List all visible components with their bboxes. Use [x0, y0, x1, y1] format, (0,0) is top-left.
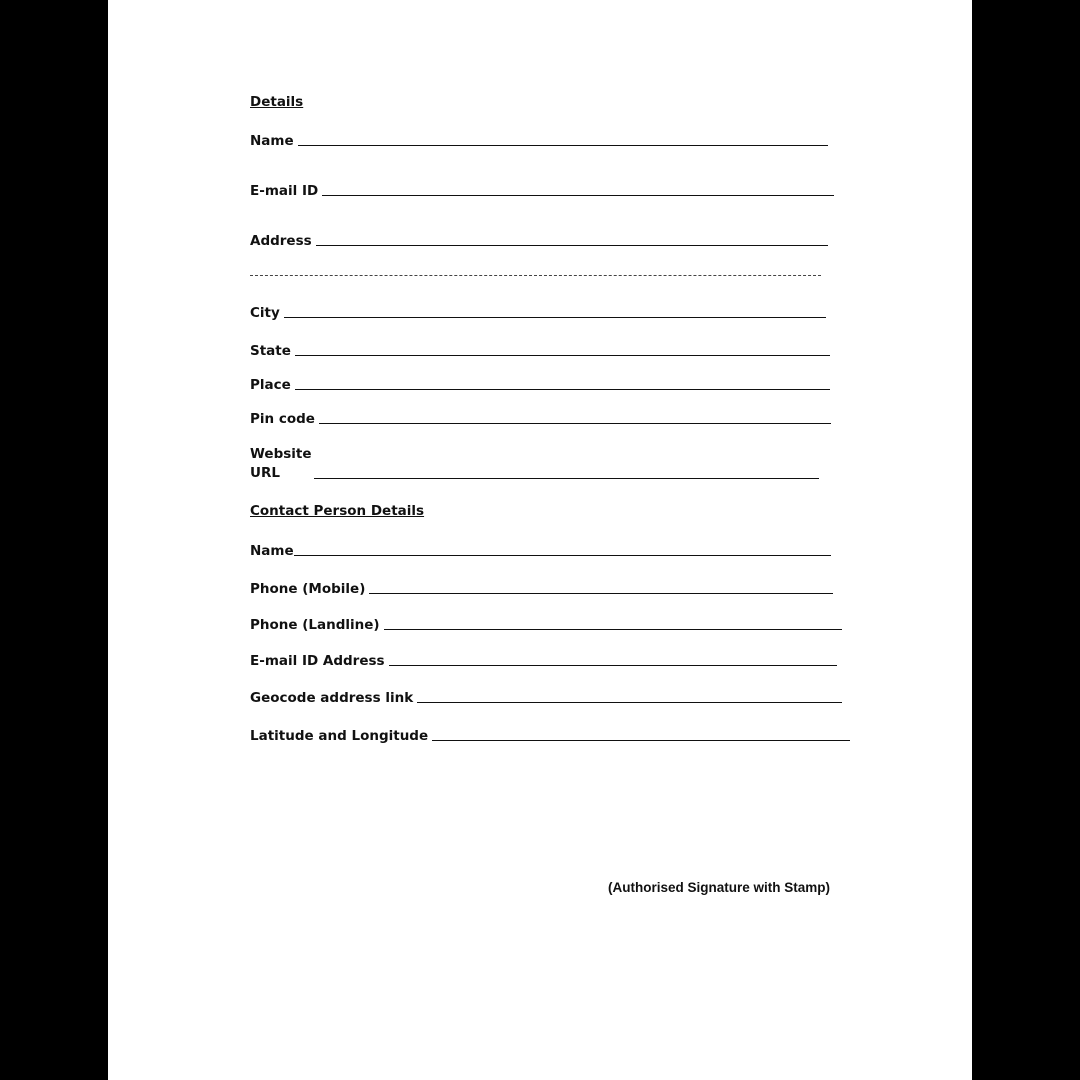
phone-landline-label: Phone (Landline): [250, 617, 380, 633]
lat-long-label: Latitude and Longitude: [250, 728, 429, 744]
email-address-label: E-mail ID Address: [250, 653, 385, 669]
authorised-signature-label: (Authorised Signature with Stamp): [608, 880, 831, 895]
website-label-line2: URL: [250, 465, 280, 481]
contact-name-label: Name: [250, 543, 294, 559]
contact-name-field-line[interactable]: [294, 555, 831, 556]
phone-landline-field-line[interactable]: [384, 629, 842, 630]
pin-code-field-line[interactable]: [319, 423, 831, 424]
city-field-line[interactable]: [284, 317, 826, 318]
address-continuation-dashed-line[interactable]: [250, 275, 821, 276]
email-label: E-mail ID: [250, 183, 319, 199]
name-field-line[interactable]: [298, 145, 828, 146]
name-label: Name: [250, 133, 294, 149]
details-heading: Details: [250, 94, 304, 110]
field-row-contact-name: [250, 540, 831, 560]
state-label: State: [250, 343, 291, 359]
place-label: Place: [250, 377, 291, 393]
field-row-state: [250, 340, 830, 360]
place-field-line[interactable]: [295, 389, 830, 390]
field-row-place: [250, 374, 830, 394]
field-row-name: [250, 130, 828, 150]
field-row-email: [250, 180, 834, 200]
phone-mobile-label: Phone (Mobile): [250, 581, 366, 597]
email-field-line[interactable]: [322, 195, 834, 196]
document-page: [108, 0, 972, 1080]
city-label: City: [250, 305, 280, 321]
geocode-label: Geocode address link: [250, 690, 414, 706]
field-row-geocode: [250, 687, 842, 707]
lat-long-field-line[interactable]: [432, 740, 850, 741]
contact-person-heading: Contact Person Details: [250, 503, 425, 519]
website-label-line1: Website: [250, 446, 312, 462]
field-row-pin-code: [250, 408, 831, 428]
address-label: Address: [250, 233, 312, 249]
field-row-city: [250, 302, 826, 322]
website-url-label: [250, 445, 312, 483]
field-row-address: [250, 230, 828, 250]
email-address-field-line[interactable]: [389, 665, 837, 666]
pin-code-label: Pin code: [250, 411, 315, 427]
field-row-email-address: [250, 650, 837, 670]
field-row-phone-landline: [250, 614, 842, 634]
field-row-phone-mobile: [250, 578, 833, 598]
website-url-field-line[interactable]: [314, 478, 819, 479]
phone-mobile-field-line[interactable]: [369, 593, 833, 594]
geocode-field-line[interactable]: [417, 702, 842, 703]
state-field-line[interactable]: [295, 355, 830, 356]
field-row-lat-long: [250, 725, 850, 745]
address-field-line[interactable]: [316, 245, 828, 246]
